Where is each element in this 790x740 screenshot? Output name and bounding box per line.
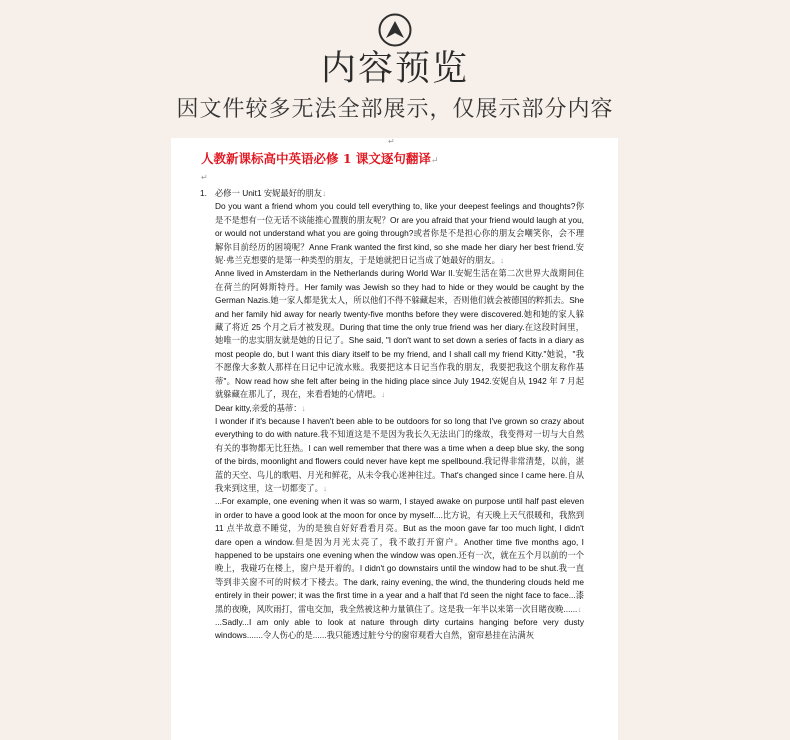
- paragraph-text: ...For example, one evening when it was so warm, I stayed awake on purpose until half past eleven in order to have a good look at the moon for once by myself....比方说，有天晚上天气很暖和，我熬到 11 点半故意不睡觉，为的是独自好好看看月亮。But as the moon gave far too much light, I didn't dare open a window.但是因为月光太亮了，我不敢打开窗户。Another time five months ago, I happened to be upstairs one evening when the window was open.还有一次，就在五个月以前的一个晚上，我碰巧在楼上，窗户是开着的。I didn't go downstairs until the window had to be shut.我一直等到非关窗不可的时候才下楼去。The dark, rainy evening, the wind, the thundering clouds held me entirely in their power; it was the first time in a year and a half that I'd seen the night face to face...漆黑的夜晚，风吹雨打，雷电交加，我全然被这种力量镇住了。这是我一年半以来第一次目睹夜晚......: [215, 496, 584, 614]
- paragraph: [215, 616, 584, 643]
- line-break-icon: ↓: [577, 603, 582, 614]
- paragraph-list: [200, 200, 584, 642]
- line-break-icon: ↓: [301, 402, 306, 413]
- paragraph-mark-icon: ↵: [430, 156, 439, 166]
- up-arrow-circle-icon: [378, 13, 412, 47]
- list-item: [200, 187, 584, 200]
- paragraph: [215, 415, 584, 495]
- page-title: 内容预览: [320, 49, 469, 89]
- paragraph: [215, 267, 584, 401]
- document-preview: [171, 138, 618, 740]
- line-break-icon: ↓: [322, 482, 328, 493]
- document-title: [201, 150, 438, 170]
- paragraph-text: Do you want a friend whom you could tell everything to, like your deepest feelings and thoughts?你是不是想有一位无话不谈能推心置腹的朋友呢？Or are you afraid that your friend would laugh at you, or would not understand what you are going through?或者你是不是担心你的朋友会嘲笑你，会不理解你目前经历的困境呢？Anne Frank wanted the first kind, so she made her diary her best friend.安妮·弗兰克想要的是第一种类型的朋友，于是她就把日记当成了她最好的朋友。: [215, 201, 584, 266]
- paragraph: [215, 200, 584, 267]
- line-break-icon: ↓: [380, 389, 386, 400]
- paragraph-text: Anne lived in Amsterdam in the Netherlands during World War II.安妮生活在第二次世界大战期间住在荷兰的阿姆斯特丹。Her family was Jewish so they had to hide or they would be caught by the German Nazis.她一家人都是犹太人，所以他们不得不躲藏起来，否则他们就会被德国的粹抓去。She and her family hid away for nearly twenty-five months before they were discovered.她和她的家人躲藏了将近 25 个月之后才被发现。During that time the only true friend was her diary.在这段时间里，她唯一的忠实朋友就是她的日记了。She said, "I don't want to set down a series of facts in a diary as most people do, but I want this diary itself to be my friend, and I shall call my friend Kitty."她说，"我不愿像大多数人那样在日记中记流水账。我要把这本日记当作我的朋友，我要把我这个朋友称作基蒂"。Now read how she felt after being in the hiding place since July 1942.安妮自从 1942 年 7 月起就躲藏在那儿了，现在，来看看她的心情吧。: [215, 268, 584, 400]
- paragraph: [215, 495, 584, 616]
- document-body: [200, 187, 584, 643]
- paragraph-mark-icon: ↵: [201, 173, 208, 182]
- paragraph-mark-icon: ↵: [388, 138, 395, 146]
- document-title-text: 人教新课标高中英语必修 1 课文逐句翻译: [201, 151, 431, 166]
- item-number: 1.: [200, 188, 207, 198]
- paragraph-text: I wonder if it's because I haven't been able to be outdoors for so long that I've grown so crazy about everything to do with nature.我不知道这是不是因为我长久无法出门的缘故，我变得对一切与大自然有关的事物都无比狂热。I can well remember that there was a time when a deep blue sky, the song of the birds, moonlight and flowers could never have kept me spellbound.我记得非常清楚，以前，湛蓝的天空、鸟儿的歌唱、月光和鲜花，从未令我心迷神往过。That's changed since I came here.自从我来到这里，这一切都变了。: [215, 415, 584, 493]
- page-subtitle: 因文件较多无法全部展示，仅展示部分内容: [176, 97, 614, 122]
- paragraph-mark-icon: ↓: [321, 188, 327, 198]
- line-break-icon: ↓: [499, 255, 505, 266]
- item-heading-text: 必修一 Unit1 安妮最好的朋友: [215, 188, 322, 198]
- paragraph: [215, 402, 584, 415]
- item-heading: [215, 187, 326, 200]
- paragraph-text: ...Sadly...I am only able to look at nature through dirty curtains hanging before very dusty windows.......令人伤心的是......我只能透过脏兮兮的窗帘观看大自然，窗帘悬挂在沾满灰: [215, 617, 584, 641]
- paragraph-text: Dear kitty,亲爱的基蒂：: [215, 402, 302, 413]
